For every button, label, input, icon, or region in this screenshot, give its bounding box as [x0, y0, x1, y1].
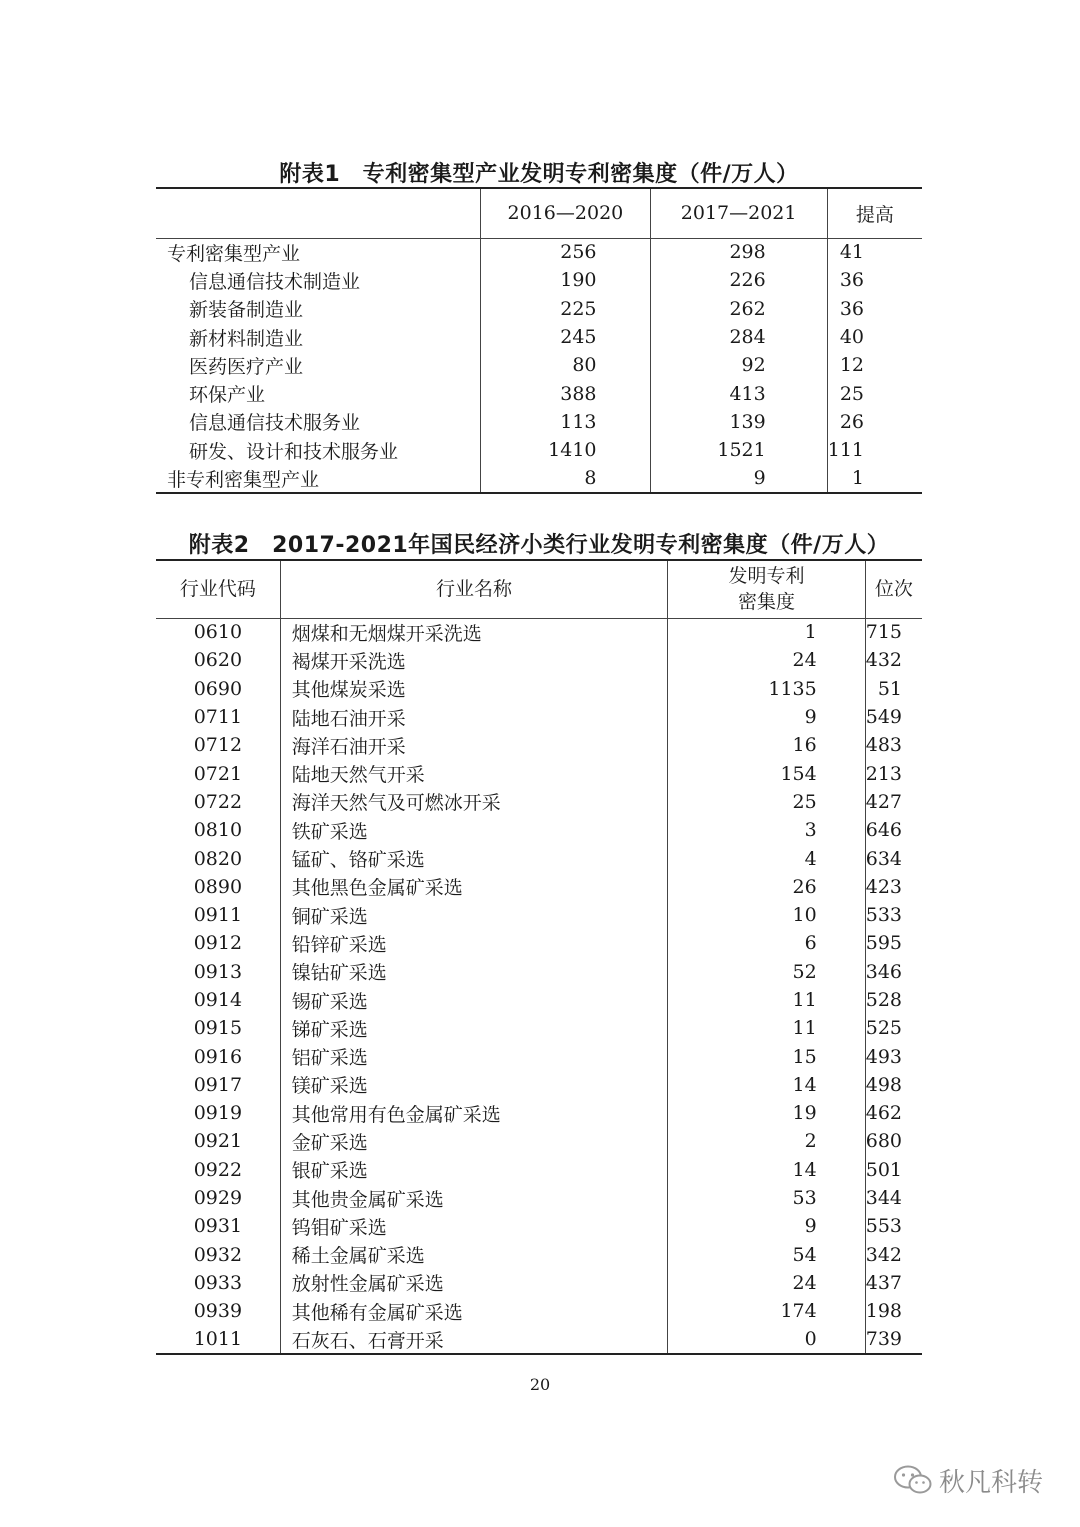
table1-cell-increase: 36: [827, 295, 922, 323]
table1-cell-2016-2020: 190: [481, 266, 650, 294]
table2-cell-density: 54: [668, 1241, 865, 1269]
table2-row: [156, 646, 922, 674]
table2-cell-code: 0911: [193, 904, 243, 927]
table2-row: [156, 788, 922, 816]
table2-cell-rank: 646: [865, 816, 922, 844]
table2-cell-code: 1011: [193, 1328, 243, 1351]
table2-cell-code: 0915: [193, 1017, 243, 1040]
table2-cell-name: 其他贵金属矿采选: [280, 1184, 668, 1212]
table2-cell-name: 锡矿采选: [280, 986, 668, 1014]
table2-cell-name: 其他煤炭采选: [280, 675, 668, 703]
table2-cell-name: 锑矿采选: [280, 1014, 668, 1042]
table2-row: [156, 703, 922, 731]
table2-row: [156, 1212, 922, 1240]
table2-row: [156, 1127, 922, 1155]
table2-cell-code: 0890: [193, 875, 243, 898]
table1-cell-increase: 25: [827, 379, 922, 407]
table2-cell-code: 0610: [193, 621, 243, 644]
table2-cell-name: 镍钴矿采选: [280, 958, 668, 986]
table2-cell-rank: 680: [865, 1127, 922, 1155]
table1-row: [156, 266, 922, 294]
table2-cell-name: 铅锌矿采选: [280, 929, 668, 957]
table2-cell-name: 烟煤和无烟煤开采洗选: [280, 618, 668, 646]
table2-header-density-line2: 密集度: [738, 591, 796, 614]
table2-cell-code: 0933: [193, 1271, 243, 1294]
table2-cell-density: 25: [668, 788, 865, 816]
table1-cell-2017-2021: 226: [650, 266, 827, 294]
table2-cell-density: 19: [668, 1099, 865, 1127]
table2-cell-code: 0929: [193, 1187, 243, 1210]
table1-header-period2: 2017—2021: [650, 188, 827, 238]
table2-header-rank: 位次: [865, 560, 922, 618]
table2-header-density-line1: 发明专利: [728, 565, 805, 588]
table1-row: [156, 464, 922, 492]
table2-row: [156, 1042, 922, 1070]
table1-cell-2017-2021: 139: [650, 408, 827, 436]
table1-cell-industry: 信息通信技术服务业: [189, 412, 361, 435]
table2-cell-rank: 213: [865, 759, 922, 787]
table2-cell-rank: 423: [865, 873, 922, 901]
table2-cell-rank: 549: [865, 703, 922, 731]
table2-cell-density: 16: [668, 731, 865, 759]
table2-cell-name: 稀土金属矿采选: [280, 1241, 668, 1269]
table2-cell-rank: 346: [865, 958, 922, 986]
table2-cell-density: 0: [668, 1325, 865, 1353]
table2-cell-rank: 595: [865, 929, 922, 957]
table1-cell-2017-2021: 262: [650, 295, 827, 323]
table2-cell-code: 0939: [193, 1300, 243, 1323]
table2-cell-density: 2: [668, 1127, 865, 1155]
table2-row: [156, 1269, 922, 1297]
table1-cell-2017-2021: 284: [650, 323, 827, 351]
table2-header-name: 行业名称: [280, 560, 668, 618]
table1-cell-2017-2021: 1521: [650, 436, 827, 464]
table1-cell-2016-2020: 113: [481, 408, 650, 436]
watermark: [893, 1463, 1043, 1497]
table1-cell-industry: 新装备制造业: [189, 299, 304, 322]
table2-cell-rank: 432: [865, 646, 922, 674]
table2-cell-code: 0919: [193, 1102, 243, 1125]
table2-cell-rank: 437: [865, 1269, 922, 1297]
table1-cell-2016-2020: 80: [481, 351, 650, 379]
table1-cell-2016-2020: 245: [481, 323, 650, 351]
table2-cell-rank: 528: [865, 986, 922, 1014]
table2-header-code: 行业代码: [156, 560, 280, 618]
table1-cell-industry: 信息通信技术制造业: [189, 270, 361, 293]
table2-cell-name: 铁矿采选: [280, 816, 668, 844]
table2-cell-code: 0712: [193, 734, 243, 757]
table1-cell-industry: 非专利密集型产业: [167, 468, 320, 491]
table2-row: [156, 675, 922, 703]
table2-cell-rank: 493: [865, 1042, 922, 1070]
table2-cell-name: 镁矿采选: [280, 1071, 668, 1099]
table2-cell-name: 海洋石油开采: [280, 731, 668, 759]
table2-row: [156, 929, 922, 957]
table2-cell-code: 0931: [193, 1215, 243, 1238]
table2-cell-code: 0922: [193, 1158, 243, 1181]
table2-cell-name: 钨钼矿采选: [280, 1212, 668, 1240]
table2-title: 附表2 2017-2021年国民经济小类行业发明专利密集度（件/万人）: [188, 533, 890, 558]
table2-row: [156, 1241, 922, 1269]
table1: [156, 187, 922, 494]
table2-cell-density: 26: [668, 873, 865, 901]
table2-cell-density: 9: [668, 703, 865, 731]
table1-cell-2016-2020: 8: [481, 464, 650, 492]
table2-cell-name: 褐煤开采洗选: [280, 646, 668, 674]
table2-cell-code: 0690: [193, 677, 243, 700]
table1-row: [156, 295, 922, 323]
table1-row: [156, 351, 922, 379]
table2-cell-rank: 483: [865, 731, 922, 759]
table2-cell-density: 4: [668, 844, 865, 872]
table1-row: [156, 408, 922, 436]
table1-title: 附表1 专利密集型产业发明专利密集度（件/万人）: [279, 162, 799, 187]
table1-row: [156, 323, 922, 351]
table2-cell-name: 银矿采选: [280, 1156, 668, 1184]
watermark-text: 秋凡科转: [939, 1467, 1044, 1498]
table2-cell-density: 52: [668, 958, 865, 986]
table1-row: [156, 436, 922, 464]
table2-cell-name: 金矿采选: [280, 1127, 668, 1155]
table2-cell-code: 0932: [193, 1243, 243, 1266]
table1-cell-increase: 111: [827, 436, 922, 464]
table2-cell-rank: 525: [865, 1014, 922, 1042]
table2-cell-density: 24: [668, 1269, 865, 1297]
table2-cell-code: 0810: [193, 819, 243, 842]
table2-cell-code: 0721: [193, 762, 243, 785]
table1-header-increase: 提高: [827, 188, 922, 238]
table2-cell-code: 0912: [193, 932, 243, 955]
table1-cell-2016-2020: 1410: [481, 436, 650, 464]
table2-cell-code: 0916: [193, 1045, 243, 1068]
table1-header-label: [156, 188, 481, 238]
table2-cell-density: 1: [668, 618, 865, 646]
table2-cell-code: 0722: [193, 790, 243, 813]
table2-row: [156, 1014, 922, 1042]
table2-cell-name: 其他常用有色金属矿采选: [280, 1099, 668, 1127]
table2-cell-density: 174: [668, 1297, 865, 1325]
table1-cell-increase: 12: [827, 351, 922, 379]
table2-cell-density: 11: [668, 1014, 865, 1042]
table2-row: [156, 759, 922, 787]
table2-cell-density: 24: [668, 646, 865, 674]
table1-cell-2016-2020: 256: [481, 238, 650, 266]
table2-cell-rank: 342: [865, 1241, 922, 1269]
table2-cell-density: 53: [668, 1184, 865, 1212]
table2-cell-name: 其他稀有金属矿采选: [280, 1297, 668, 1325]
table2-cell-name: 海洋天然气及可燃冰开采: [280, 788, 668, 816]
table2-cell-name: 铝矿采选: [280, 1042, 668, 1070]
table2-row: [156, 1297, 922, 1325]
table2-cell-rank: 198: [865, 1297, 922, 1325]
table2-cell-density: 14: [668, 1156, 865, 1184]
table2-cell-rank: 553: [865, 1212, 922, 1240]
table2-cell-name: 其他黑色金属矿采选: [280, 873, 668, 901]
table1-cell-industry: 专利密集型产业: [167, 242, 301, 265]
table2-header-row: [156, 560, 922, 618]
table2-cell-density: 1135: [668, 675, 865, 703]
table2-row: [156, 1325, 922, 1353]
table2-cell-density: 10: [668, 901, 865, 929]
table2-cell-rank: 634: [865, 844, 922, 872]
table2-cell-rank: 501: [865, 1156, 922, 1184]
table2-cell-rank: 715: [865, 618, 922, 646]
table2-cell-density: 6: [668, 929, 865, 957]
table2-cell-code: 0620: [193, 649, 243, 672]
table2-cell-code: 0914: [193, 989, 243, 1011]
table2: [156, 559, 922, 1355]
table2-row: [156, 873, 922, 901]
table2-row: [156, 1099, 922, 1127]
table1-cell-2016-2020: 388: [481, 379, 650, 407]
table2-cell-name: 陆地石油开采: [280, 703, 668, 731]
table2-cell-code: 0820: [193, 847, 243, 870]
table2-row: [156, 1156, 922, 1184]
table1-cell-increase: 36: [827, 266, 922, 294]
table1-cell-increase: 1: [827, 464, 922, 492]
table1-cell-2017-2021: 9: [650, 464, 827, 492]
table2-cell-rank: 427: [865, 788, 922, 816]
table2-row: [156, 731, 922, 759]
table2-header-density: [668, 560, 865, 618]
table2-cell-density: 3: [668, 816, 865, 844]
table2-cell-name: 石灰石、石膏开采: [280, 1325, 668, 1353]
table1-cell-industry: 医药医疗产业: [189, 355, 304, 378]
table2-row: [156, 816, 922, 844]
table2-cell-name: 锰矿、铬矿采选: [280, 844, 668, 872]
table2-row: [156, 844, 922, 872]
table1-row: [156, 238, 922, 266]
table2-cell-rank: 344: [865, 1184, 922, 1212]
wechat-icon: [893, 1464, 933, 1496]
table2-cell-rank: 462: [865, 1099, 922, 1127]
table1-row: [156, 379, 922, 407]
page-number: 20: [529, 1375, 551, 1394]
table1-cell-industry: 研发、设计和技术服务业: [189, 440, 399, 463]
table2-cell-rank: 533: [865, 901, 922, 929]
table2-cell-name: 铜矿采选: [280, 901, 668, 929]
table1-header-period1: 2016—2020: [481, 188, 650, 238]
table1-cell-increase: 26: [827, 408, 922, 436]
table2-row: [156, 1184, 922, 1212]
table2-row: [156, 958, 922, 986]
table2-row: [156, 618, 922, 646]
table2-cell-code: 0921: [193, 1130, 243, 1153]
table2-cell-name: 放射性金属矿采选: [280, 1269, 668, 1297]
table1-cell-industry: 环保产业: [189, 384, 266, 407]
table1-cell-increase: 41: [827, 238, 922, 266]
table2-row: [156, 1071, 922, 1099]
table2-cell-rank: 51: [865, 675, 922, 703]
table2-cell-density: 11: [668, 986, 865, 1014]
table2-cell-density: 15: [668, 1042, 865, 1070]
table1-cell-increase: 40: [827, 323, 922, 351]
table1-header-row: [156, 188, 922, 238]
table2-row: [156, 901, 922, 929]
table2-cell-density: 154: [668, 759, 865, 787]
table2-row: [156, 986, 922, 1014]
table2-cell-name: 陆地天然气开采: [280, 759, 668, 787]
table1-cell-2017-2021: 298: [650, 238, 827, 266]
table2-cell-code: 0913: [193, 960, 243, 983]
table2-cell-density: 9: [668, 1212, 865, 1240]
table2-cell-rank: 739: [865, 1325, 922, 1353]
table1-cell-2016-2020: 225: [481, 295, 650, 323]
table2-cell-density: 14: [668, 1071, 865, 1099]
table2-cell-code: 0917: [193, 1073, 243, 1096]
table1-cell-2017-2021: 92: [650, 351, 827, 379]
table1-cell-industry: 新材料制造业: [189, 327, 304, 350]
table1-cell-2017-2021: 413: [650, 379, 827, 407]
table2-cell-rank: 498: [865, 1071, 922, 1099]
table2-cell-code: 0711: [193, 706, 243, 729]
